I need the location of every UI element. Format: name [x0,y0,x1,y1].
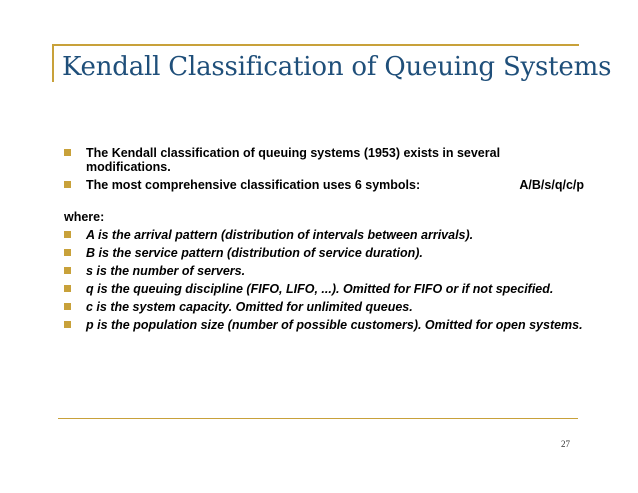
definition-item [64,228,584,242]
slide-title: Kendall Classification of Queuing Systems [62,52,612,82]
bullet-text: The most comprehensive classification uses 6 symbols: [86,178,421,192]
square-bullet-icon [64,181,71,188]
bottom-rule [58,418,578,419]
definition-text: p is the population size (number of possible customers). Omitted for open systems. [86,318,583,332]
bullet-item [64,146,584,174]
square-bullet-icon [64,249,71,256]
bullet-item [64,178,584,192]
bullet-text: The Kendall classification of queuing systems (1953) exists in several modifications. [86,146,501,174]
slide-body [64,146,584,336]
definition-text: c is the system capacity. Omitted for unlimited queues. [86,300,413,314]
square-bullet-icon [64,303,71,310]
kendall-symbols: A/B/s/q/c/p [519,178,584,192]
square-bullet-icon [64,267,71,274]
where-label: where: [64,210,105,224]
definition-item [64,282,584,296]
square-bullet-icon [64,321,71,328]
top-rule [52,44,579,46]
square-bullet-icon [64,231,71,238]
definition-text: q is the queuing discipline (FIFO, LIFO, ...). Omitted for FIFO or if not specified. [86,282,554,296]
square-bullet-icon [64,149,71,156]
definition-text: B is the service pattern (distribution of service duration). [86,246,423,260]
definition-text: A is the arrival pattern (distribution of intervals between arrivals). [86,228,474,242]
definition-text: s is the number of servers. [86,264,246,278]
definition-item [64,246,584,260]
definition-item [64,300,584,314]
left-rule [52,44,54,82]
square-bullet-icon [64,285,71,292]
definition-item [64,264,584,278]
definition-item [64,318,584,332]
page-number: 27 [561,439,570,449]
